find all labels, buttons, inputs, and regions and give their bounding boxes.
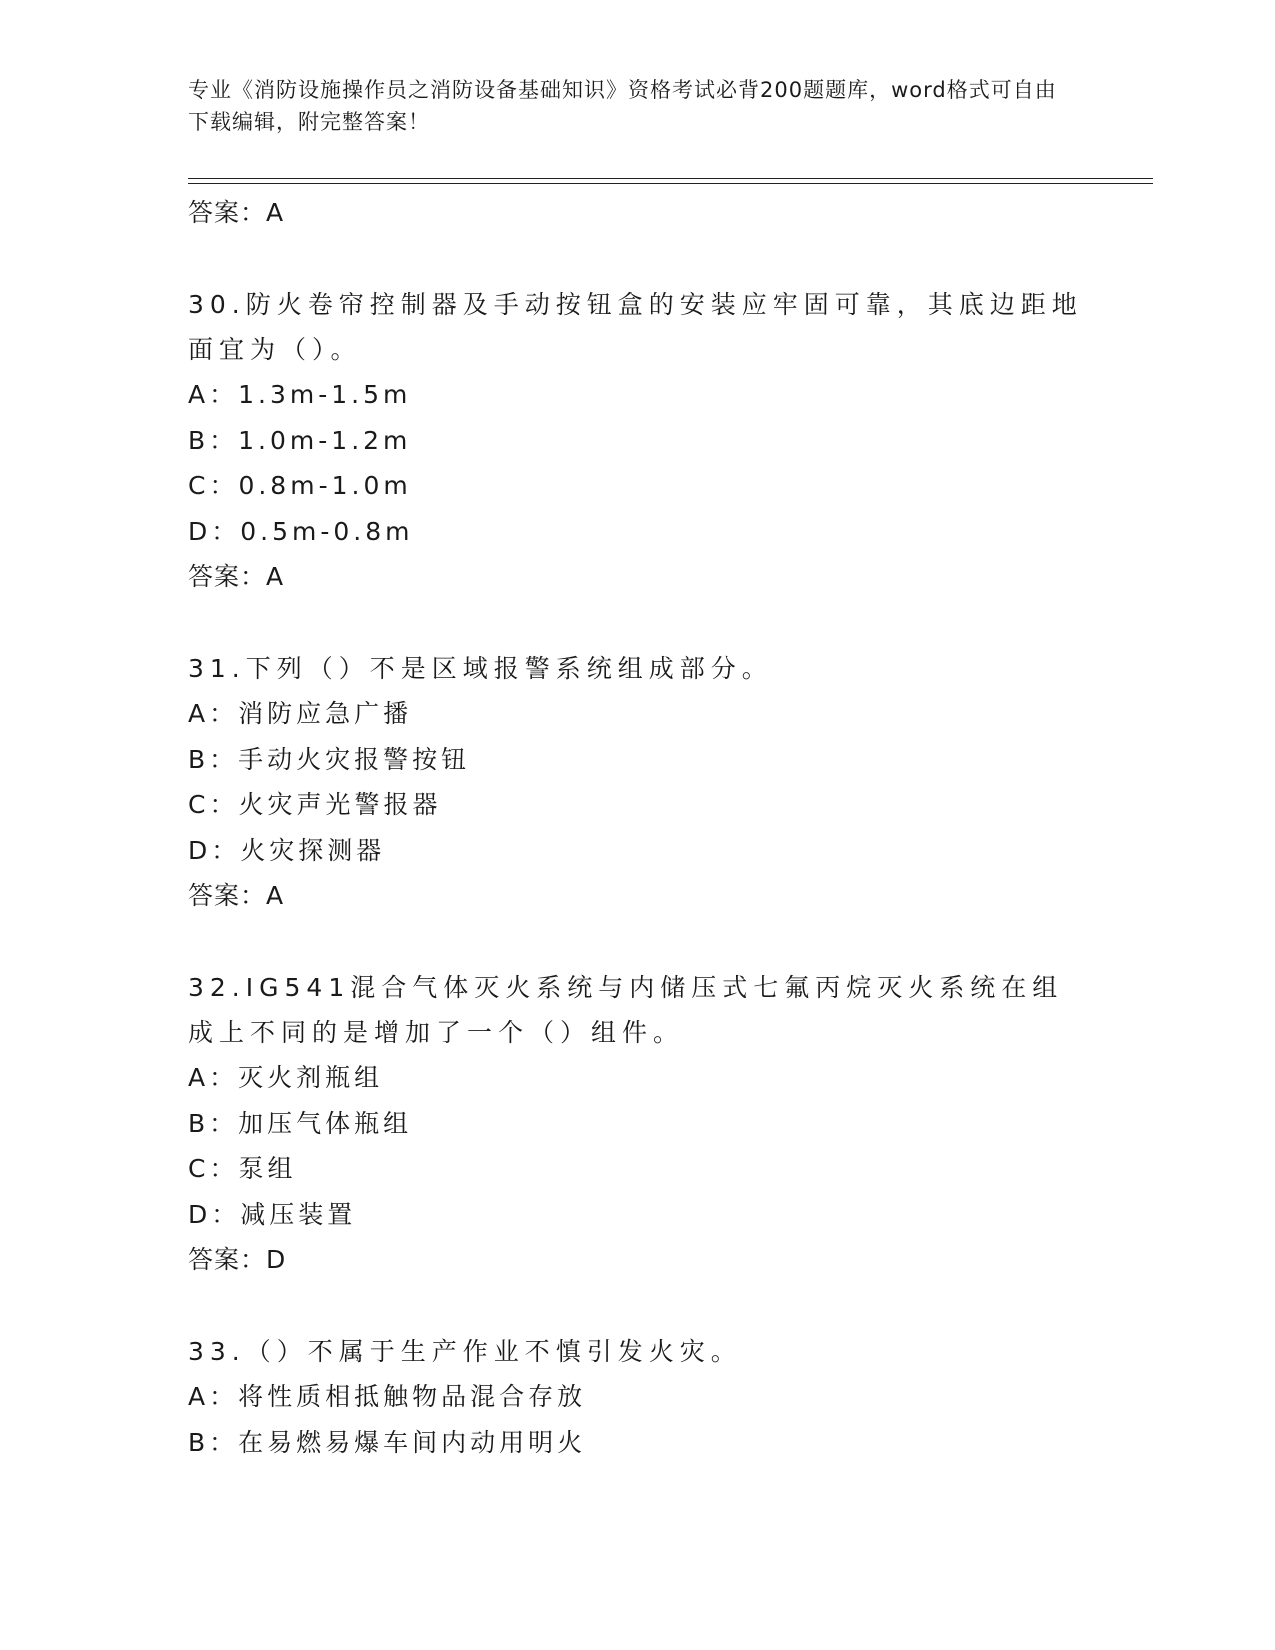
option-d: D：火灾探测器 [188, 835, 386, 865]
answer-line: 答案：A [188, 881, 285, 910]
option-c: C：泵组 [188, 1154, 297, 1183]
spacer [188, 919, 1088, 965]
option-a: A：消防应急广播 [188, 699, 413, 728]
question-32 [188, 965, 1088, 1283]
option-b: B：加压气体瓶组 [188, 1108, 413, 1138]
answer-line: 答案：D [188, 1245, 287, 1274]
option-d: D：0.5m-0.8m [188, 516, 414, 546]
header-divider-top [188, 178, 1153, 179]
option-b: B：手动火灾报警按钮 [188, 744, 471, 774]
spacer [188, 600, 1088, 646]
option-c: C：0.8m-1.0m [188, 471, 412, 500]
option-a: A：1.3m-1.5m [188, 380, 412, 409]
question-33 [188, 1329, 1088, 1465]
option-b: B：1.0m-1.2m [188, 425, 412, 455]
answer-line: 答案：A [188, 562, 285, 591]
answer-line: 答案：A [188, 198, 285, 227]
question-31 [188, 646, 1088, 919]
question-text: 32.IG541混合气体灭火系统与内储压式七氟丙烷灭火系统在组成上不同的是增加了一个（）组件。 [188, 973, 1064, 1047]
question-30 [188, 282, 1088, 600]
option-a: A：将性质相抵触物品混合存放 [188, 1382, 587, 1411]
document-header: 专业《消防设施操作员之消防设备基础知识》资格考试必背200题题库，word格式可自由下载编辑，附完整答案！ [188, 78, 1057, 134]
spacer [188, 236, 1088, 282]
question-list [188, 190, 1088, 1465]
spacer [188, 1283, 1088, 1329]
question-text: 33.（）不属于生产作业不慎引发火灾。 [188, 1337, 742, 1366]
header-divider-bottom [188, 183, 1153, 184]
option-b: B：在易燃易爆车间内动用明火 [188, 1427, 587, 1457]
question-text: 30.防火卷帘控制器及手动按钮盒的安装应牢固可靠，其底边距地面宜为（）。 [188, 290, 1083, 364]
option-d: D：减压装置 [188, 1199, 357, 1229]
question-text: 31.下列（）不是区域报警系统组成部分。 [188, 654, 773, 683]
option-a: A：灭火剂瓶组 [188, 1063, 384, 1092]
option-c: C：火灾声光警报器 [188, 790, 442, 819]
